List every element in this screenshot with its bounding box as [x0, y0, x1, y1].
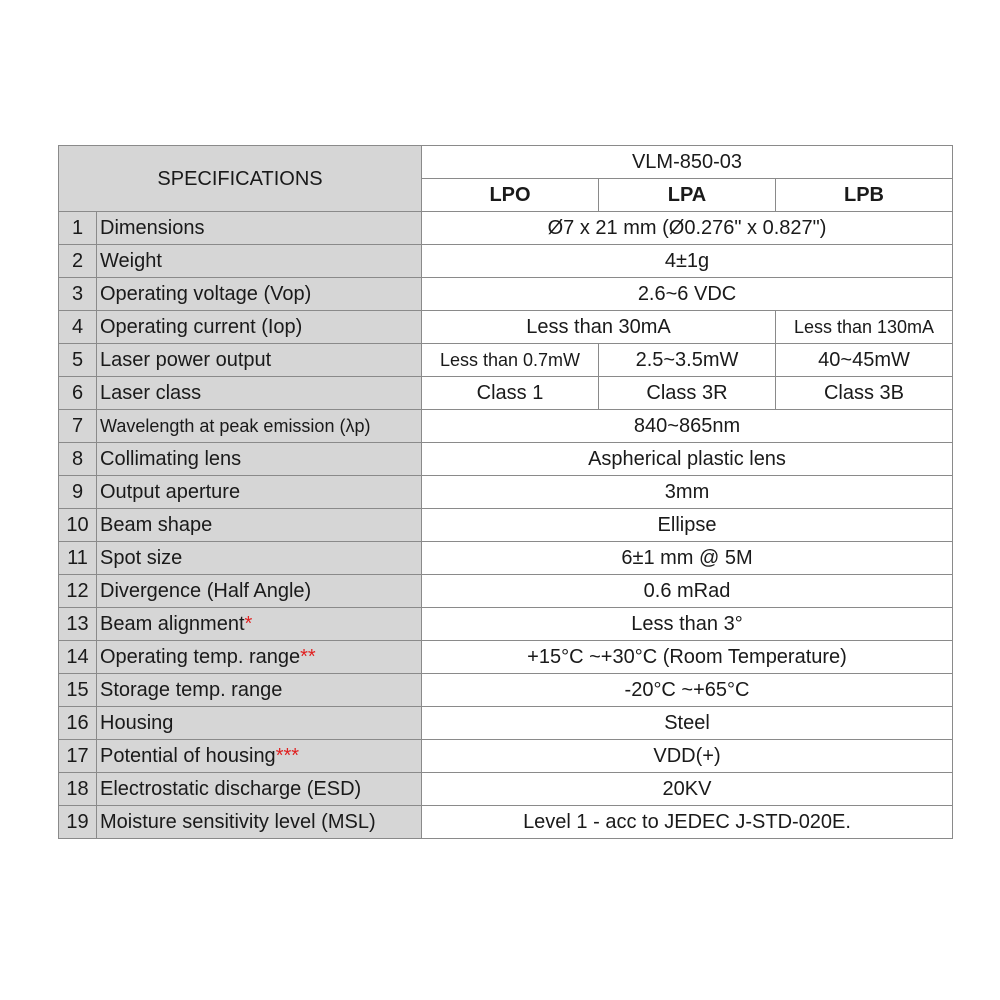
parameter-value: 840~865nm	[422, 410, 953, 443]
parameter-name: Housing	[97, 707, 422, 740]
parameter-value: Steel	[422, 707, 953, 740]
parameter-value: 0.6 mRad	[422, 575, 953, 608]
specifications-header: SPECIFICATIONS	[59, 146, 422, 212]
parameter-name: Wavelength at peak emission (λp)	[97, 410, 422, 443]
variant-header-lpo: LPO	[422, 179, 599, 212]
row-number: 10	[59, 509, 97, 542]
row-number: 4	[59, 311, 97, 344]
parameter-value: 4±1g	[422, 245, 953, 278]
row-number: 16	[59, 707, 97, 740]
parameter-value: 6±1 mm @ 5M	[422, 542, 953, 575]
note-asterisk: **	[300, 646, 316, 668]
table-row	[59, 509, 953, 542]
parameter-value-lpo: Class 1	[422, 377, 599, 410]
table-row	[59, 641, 953, 674]
note-asterisk: *	[244, 613, 253, 635]
row-number: 12	[59, 575, 97, 608]
parameter-name: Laser power output	[97, 344, 422, 377]
parameter-name: Divergence (Half Angle)	[97, 575, 422, 608]
table-row	[59, 773, 953, 806]
parameter-value: 3mm	[422, 476, 953, 509]
row-number: 1	[59, 212, 97, 245]
note-asterisk: ***	[275, 745, 300, 767]
row-number: 14	[59, 641, 97, 674]
parameter-name: Collimating lens	[97, 443, 422, 476]
parameter-value: 20KV	[422, 773, 953, 806]
parameter-name: Output aperture	[97, 476, 422, 509]
variant-header-lpa: LPA	[599, 179, 776, 212]
header-row-model	[59, 146, 953, 179]
table-row	[59, 707, 953, 740]
table-row	[59, 410, 953, 443]
parameter-value-lpa: 2.5~3.5mW	[599, 344, 776, 377]
parameter-name: Storage temp. range	[97, 674, 422, 707]
parameter-value: +15°C ~+30°C (Room Temperature)	[422, 641, 953, 674]
parameter-value-lpo-lpa: Less than 30mA	[422, 311, 776, 344]
parameter-value-lpb: Less than 130mA	[776, 311, 953, 344]
parameter-value: Level 1 - acc to JEDEC J-STD-020E.	[422, 806, 953, 839]
parameter-value: 2.6~6 VDC	[422, 278, 953, 311]
table-row	[59, 443, 953, 476]
parameter-value: VDD(+)	[422, 740, 953, 773]
parameter-name: Operating current (Iop)	[97, 311, 422, 344]
row-number: 6	[59, 377, 97, 410]
parameter-label: Operating temp. range	[100, 646, 301, 668]
row-number: 17	[59, 740, 97, 773]
parameter-name: Spot size	[97, 542, 422, 575]
table-row	[59, 575, 953, 608]
parameter-value-lpb: Class 3B	[776, 377, 953, 410]
parameter-name: Laser class	[97, 377, 422, 410]
model-header: VLM-850-03	[422, 146, 953, 179]
parameter-value: Less than 3°	[422, 608, 953, 641]
parameter-name	[97, 740, 422, 773]
row-number: 7	[59, 410, 97, 443]
variant-header-lpb: LPB	[776, 179, 953, 212]
parameter-value-lpb: 40~45mW	[776, 344, 953, 377]
row-number: 3	[59, 278, 97, 311]
parameter-value: Ø7 x 21 mm (Ø0.276" x 0.827")	[422, 212, 953, 245]
parameter-name: Weight	[97, 245, 422, 278]
parameter-name: Beam shape	[97, 509, 422, 542]
row-number: 9	[59, 476, 97, 509]
parameter-name: Operating voltage (Vop)	[97, 278, 422, 311]
row-number: 18	[59, 773, 97, 806]
row-number: 2	[59, 245, 97, 278]
table-row	[59, 344, 953, 377]
parameter-label: Potential of housing	[100, 745, 276, 767]
specifications-table	[58, 145, 953, 839]
table-row	[59, 542, 953, 575]
parameter-value: Aspherical plastic lens	[422, 443, 953, 476]
table-row	[59, 311, 953, 344]
parameter-name: Electrostatic discharge (ESD)	[97, 773, 422, 806]
parameter-name	[97, 641, 422, 674]
table-row	[59, 740, 953, 773]
table-row	[59, 212, 953, 245]
parameter-label: Beam alignment	[100, 613, 245, 635]
table-row	[59, 245, 953, 278]
parameter-name: Dimensions	[97, 212, 422, 245]
row-number: 15	[59, 674, 97, 707]
parameter-name: Moisture sensitivity level (MSL)	[97, 806, 422, 839]
row-number: 5	[59, 344, 97, 377]
parameter-value: Ellipse	[422, 509, 953, 542]
row-number: 11	[59, 542, 97, 575]
row-number: 8	[59, 443, 97, 476]
table-row	[59, 476, 953, 509]
parameter-value: -20°C ~+65°C	[422, 674, 953, 707]
table-row	[59, 377, 953, 410]
table-row	[59, 806, 953, 839]
parameter-value-lpa: Class 3R	[599, 377, 776, 410]
row-number: 13	[59, 608, 97, 641]
table-row	[59, 608, 953, 641]
table-row	[59, 674, 953, 707]
row-number: 19	[59, 806, 97, 839]
table-row	[59, 278, 953, 311]
parameter-name	[97, 608, 422, 641]
parameter-value-lpo: Less than 0.7mW	[422, 344, 599, 377]
